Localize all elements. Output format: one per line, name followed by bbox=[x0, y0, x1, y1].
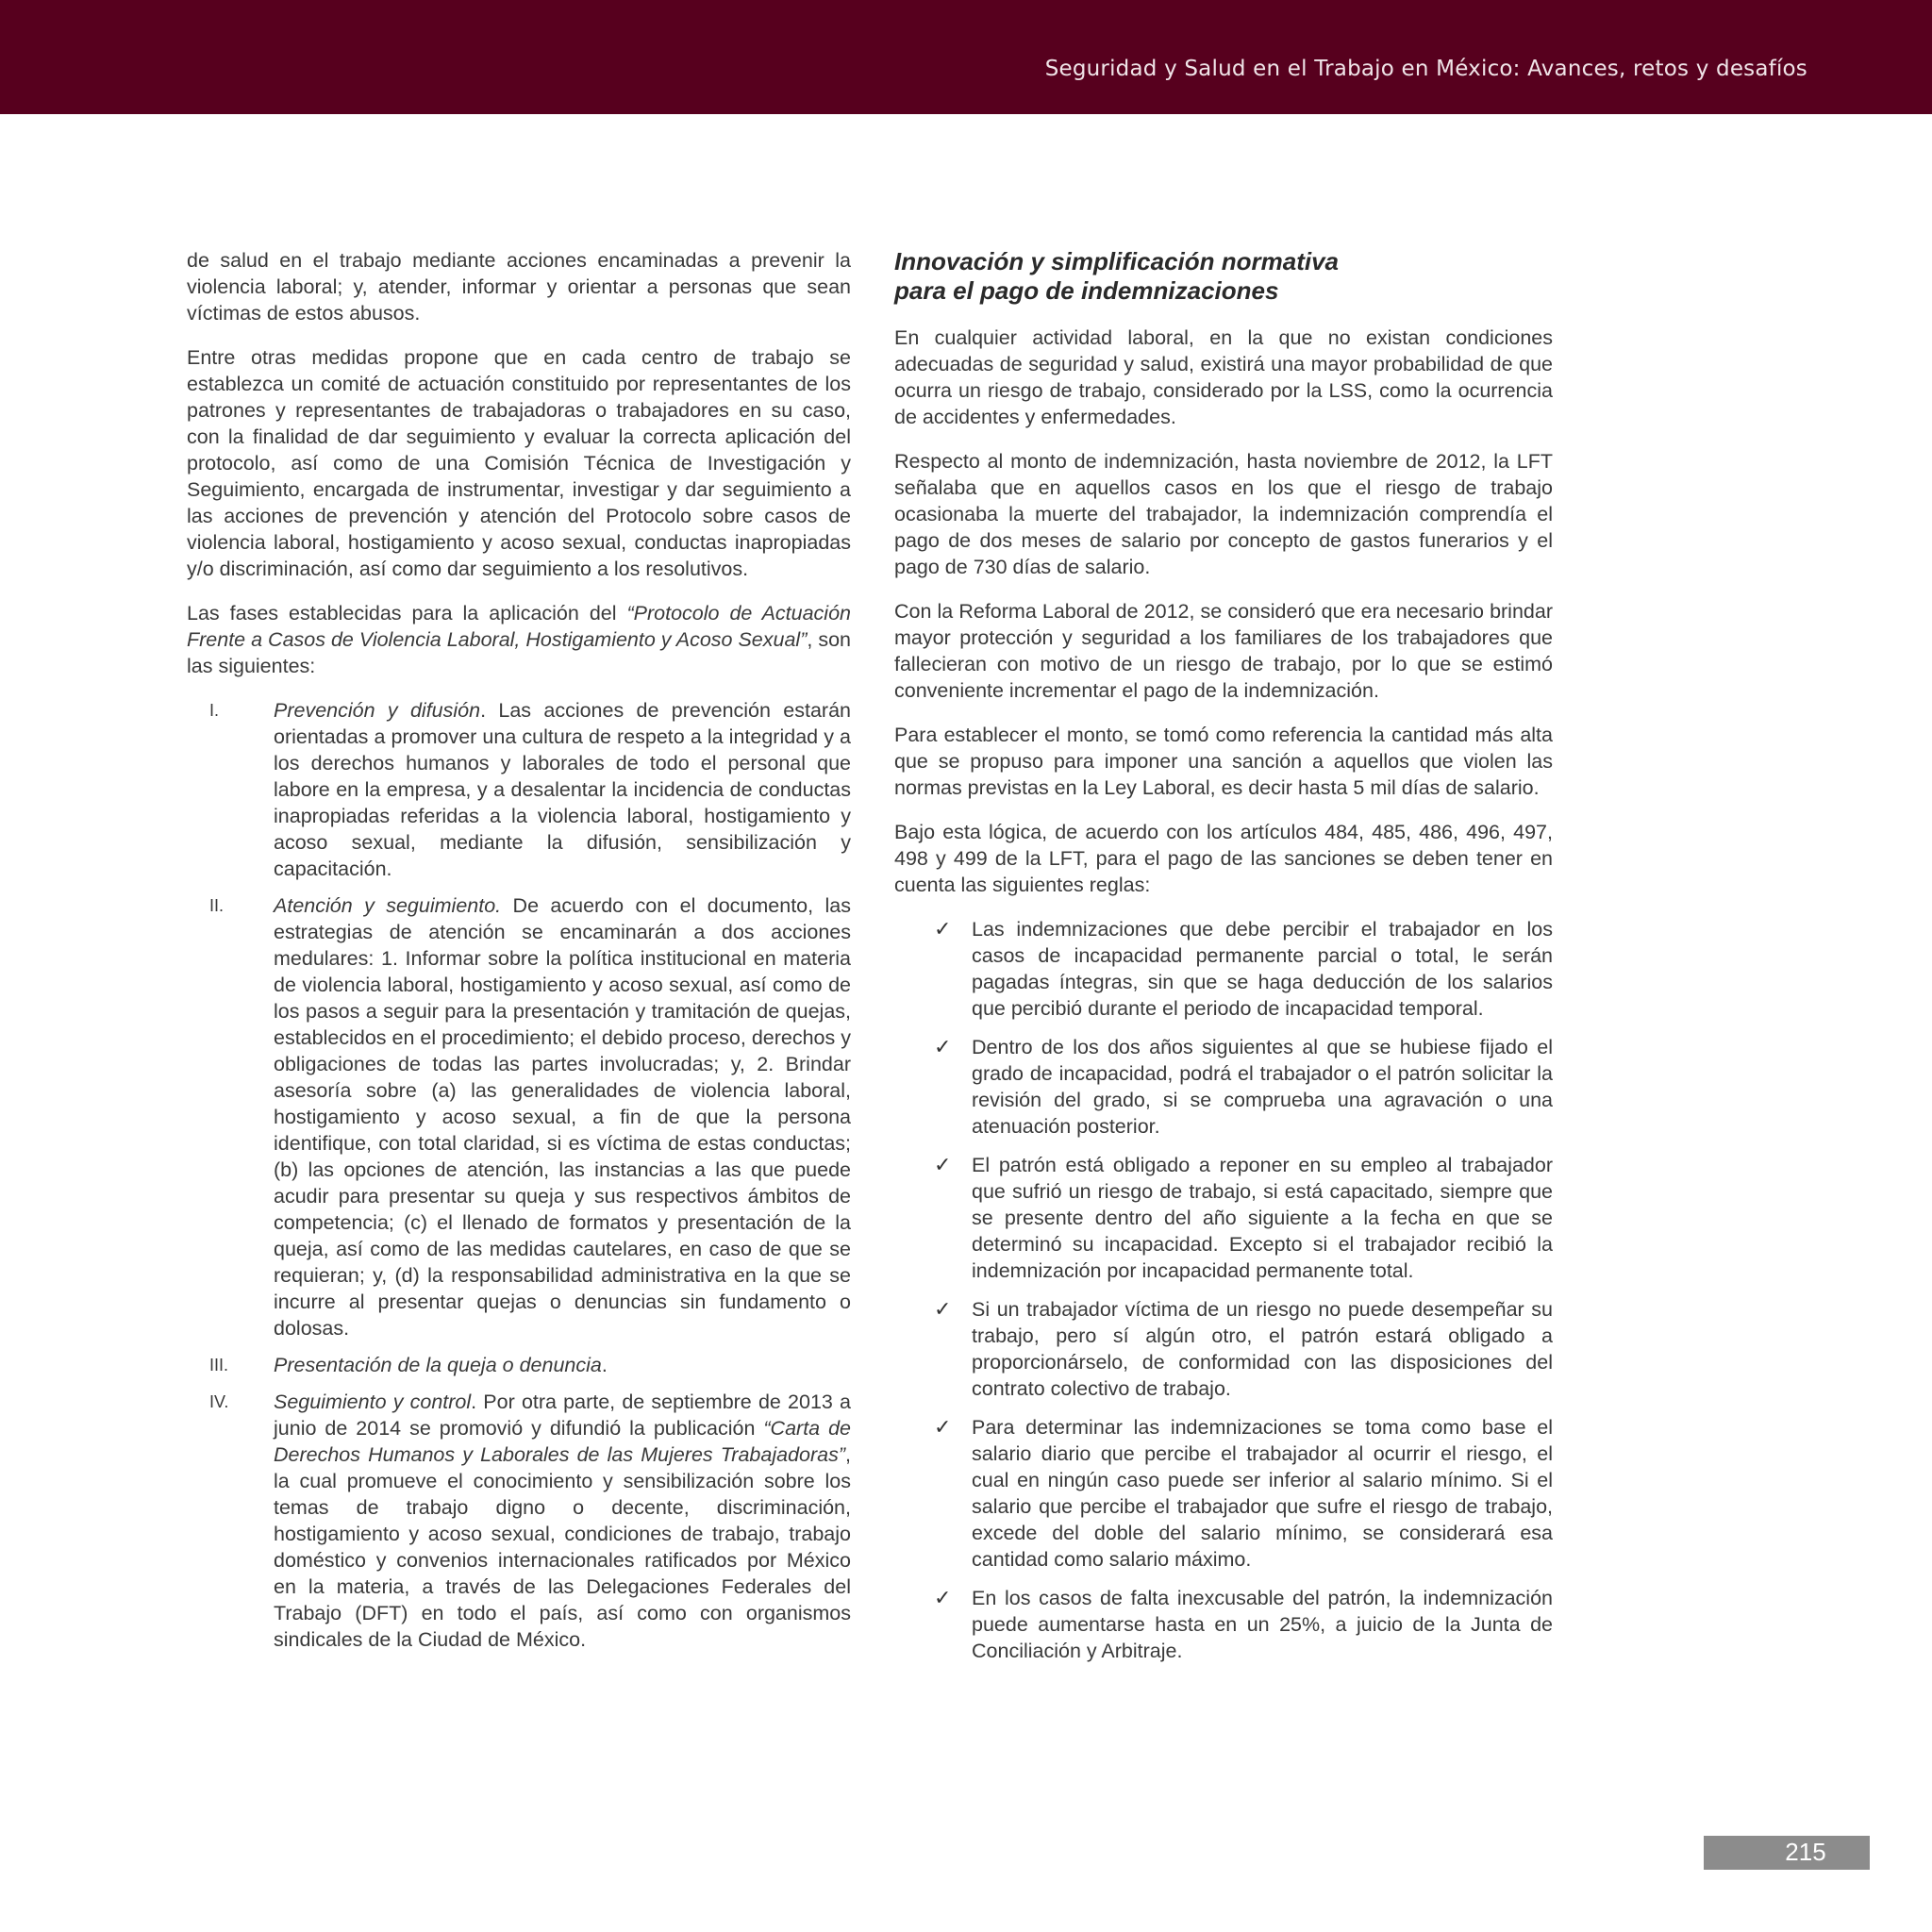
list-item: ✓ Las indemnizaciones que debe percibir el trabajador en los casos de incapacidad permanente parcial o total, le serán pagadas íntegras, sin que se haga deducción de los salarios que percibió durante el periodo de incapacidad temporal. bbox=[934, 917, 1553, 1020]
protocol-title: “Protocolo de Actuación Frente a Casos de Violencia Laboral, Hostigamiento y Acoso Sexual” bbox=[187, 602, 851, 651]
list-item: ✓ En los casos de falta inexcusable del patrón, la indemnización puede aumentarse hasta en un 25%, a juicio de la Junta de Conciliación y Arbitraje. bbox=[934, 1586, 1553, 1662]
header-banner bbox=[0, 0, 1932, 114]
right-column bbox=[894, 247, 1553, 1676]
list-item: II. Atención y seguimiento. De acuerdo con el documento, las estrategias de atención se encaminarán a dos acciones medulares: 1. Informar sobre la política institucional en materia de violencia laboral, hostigamiento y acoso sexual, así como de los pasos a seguir para la presentación y tramitación de quejas, establecidos en el procedimiento; el debido proceso, derechos y obligaciones de todas las partes involucradas; y, 2. Brindar asesoría sobre (a) las generalidades de violencia laboral, hostigamiento y acoso sexual, a fin de que la persona identifique, con total claridad, si es víctima de estas conductas; (b) las opciones de atención, las instancias a las que puede acudir para presentar su queja y sus respectivos ámbitos de competencia; (c) el llenado de formatos y presentación de la queja, así como de las medidas cautelares, en caso de que se requieran; y, (d) la responsabilidad administrativa en la que se incurre al presentar quejas o denuncias sin fundamento o dolosas. bbox=[209, 894, 851, 1340]
checkmark-icon: ✓ bbox=[934, 1153, 952, 1176]
item-title: Atención y seguimiento. bbox=[274, 894, 502, 917]
paragraph: Entre otras medidas propone que en cada centro de trabajo se establezca un comité de actuación constituido por representantes de los patrones y representantes de trabajadoras o trabajadores en su caso, con la finalidad de dar seguimiento y evaluar la correcta aplicación del protocolo, así como de una Comisión Técnica de Investigación y Seguimiento, encargada de instrumentar, investigar y dar seguimiento a las acciones de prevención y atención del Protocolo sobre casos de violencia laboral, hostigamiento y acoso sexual, conductas inapropiadas y/o discriminación, así como dar seguimiento a los resolutivos. bbox=[187, 346, 851, 580]
item-title: Prevención y difusión bbox=[274, 699, 481, 722]
paragraph: Para establecer el monto, se tomó como referencia la cantidad más alta que se propuso para imponer una sanción a aquellos que violen las normas previstas en la Ley Laboral, es decir hasta 5 mil días de salario. bbox=[894, 724, 1553, 799]
list-item: III. Presentación de la queja o denuncia. bbox=[209, 1354, 608, 1376]
paragraph: Con la Reforma Laboral de 2012, se consideró que era necesario brindar mayor protección y seguridad a los familiares de los trabajadores que fallecieran con motivo de un riesgo de trabajo, por lo que se estimó conveniente incrementar el pago de la indemnización. bbox=[894, 600, 1553, 702]
paragraph: Bajo esta lógica, de acuerdo con los artículos 484, 485, 486, 496, 497, 498 y 499 de la LFT, para el pago de las sanciones se deben tener en cuenta las siguientes reglas: bbox=[894, 821, 1553, 896]
checkmark-icon: ✓ bbox=[934, 1415, 952, 1439]
page-number-box bbox=[1704, 1836, 1870, 1870]
list-item: ✓ Si un trabajador víctima de un riesgo no puede desempeñar su trabajo, pero sí algún otro, el patrón estará obligado a proporcionárselo, de conformidad con las disposiciones del contrato colectivo de trabajo. bbox=[934, 1297, 1553, 1400]
page-number: 215 bbox=[1785, 1838, 1826, 1866]
list-item: IV. Seguimiento y control. Por otra parte, de septiembre de 2013 a junio de 2014 se promovió y difundió la publicación “Carta de Derechos Humanos y Laborales de las Mujeres Trabajadoras”, la cual promueve el conocimiento y sensibilización sobre los temas de trabajo digno o decente, discriminación, hostigamiento y acoso sexual, condiciones de trabajo, trabajo doméstico y convenios internacionales ratificados por México en la materia, a través de las Delegaciones Federales del Trabajo (DFT) en todo el país, así como con organismos sindicales de la Ciudad de México. bbox=[209, 1391, 852, 1651]
running-header-title: Seguridad y Salud en el Trabajo en México: Avances, retos y desafíos bbox=[1044, 57, 1807, 81]
paragraph: Respecto al monto de indemnización, hasta noviembre de 2012, la LFT señalaba que en aquellos casos en los que el riesgo de trabajo ocasionaba la muerte del trabajador, la indemnización comprendía el pago de dos meses de salario por concepto de gastos funerarios y el pago de 730 días de salario. bbox=[894, 450, 1553, 578]
paragraph: Las fases establecidas para la aplicación del “Protocolo de Actuación Frente a Casos de Violencia Laboral, Hostigamiento y Acoso Sexual”, son las siguientes: bbox=[187, 602, 851, 677]
list-number: II. bbox=[209, 896, 225, 915]
rules-list bbox=[894, 916, 1553, 1664]
checkmark-icon: ✓ bbox=[934, 917, 952, 941]
item-title: Seguimiento y control bbox=[274, 1391, 472, 1413]
left-column bbox=[187, 247, 851, 1663]
phases-list bbox=[187, 697, 851, 1653]
checkmark-icon: ✓ bbox=[934, 1297, 952, 1321]
list-number: I. bbox=[209, 701, 220, 720]
list-item: I. Prevención y difusión. Las acciones de prevención estarán orientadas a promover una cultura de respeto a la integridad y a los derechos humanos y laborales de todo el personal que labore en la empresa, y a desalentar la incidencia de conductas inapropiadas referidas a la violencia laboral, hostigamiento y acoso sexual, mediante la difusión, sensibilización y capacitación. bbox=[209, 699, 851, 880]
paragraph: En cualquier actividad laboral, en la que no existan condiciones adecuadas de seguridad y salud, existirá una mayor probabilidad de que ocurra un riesgo de trabajo, considerado por la LSS, como la ocurrencia de accidentes y enfermedades. bbox=[894, 326, 1553, 428]
checkmark-icon: ✓ bbox=[934, 1035, 952, 1058]
list-item: ✓ El patrón está obligado a reponer en su empleo al trabajador que sufrió un riesgo de trabajo, si está capacitado, siempre que se presente dentro del año siguiente a la fecha en que se determinó su incapacidad. Excepto si el trabajador recibió la indemnización por incapacidad permanente total. bbox=[934, 1153, 1553, 1282]
list-number: IV. bbox=[209, 1392, 229, 1411]
publication-title: “Carta de Derechos Humanos y Laborales de las Mujeres Trabajadoras” bbox=[274, 1417, 852, 1466]
list-item: ✓ Dentro de los dos años siguientes al que se hubiese fijado el grado de incapacidad, podrá el trabajador o el patrón solicitar la revisión del grado, si se comprueba una agravación o una atenuación posterior. bbox=[934, 1035, 1553, 1138]
list-item: ✓ Para determinar las indemnizaciones se toma como base el salario diario que percibe el trabajador al ocurrir el riesgo, el cual en ningún caso puede ser inferior al salario mínimo. Si el salario que percibe el trabajador que sufre el riesgo de trabajo, excede del doble del salario mínimo, se considerará esa cantidad como salario máximo. bbox=[934, 1415, 1553, 1571]
section-heading: Innovación y simplificación normativa para el pago de indemnizaciones bbox=[894, 247, 1340, 305]
list-number: III. bbox=[209, 1356, 229, 1374]
checkmark-icon: ✓ bbox=[934, 1586, 952, 1609]
item-title: Presentación de la queja o denuncia bbox=[274, 1354, 602, 1376]
paragraph: de salud en el trabajo mediante acciones encaminadas a prevenir la violencia laboral; y, atender, informar y orientar a personas que sean víctimas de estos abusos. bbox=[187, 249, 851, 325]
